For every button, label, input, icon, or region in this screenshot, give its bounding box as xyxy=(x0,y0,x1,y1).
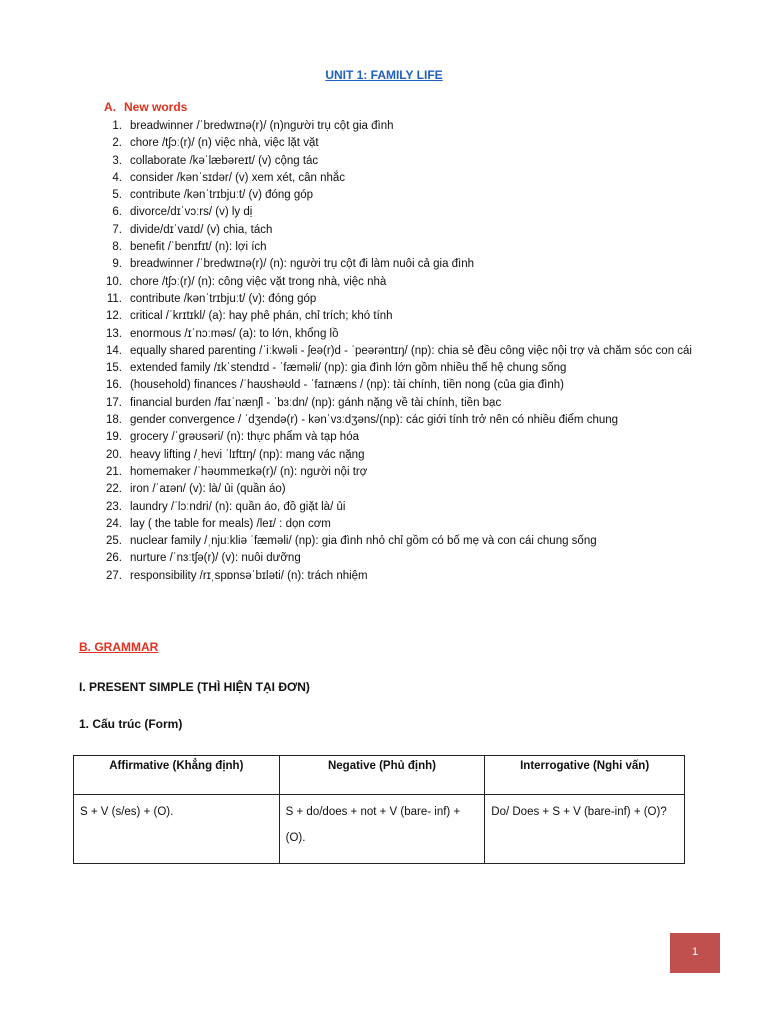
item-text: laundry /ˈlɔːndri/ (n): quần áo, đồ giặt là/ ủi xyxy=(130,500,346,513)
item-text: iron /ˈaɪən/ (v): là/ ủi (quần áo) xyxy=(130,483,286,496)
section-a-letter: A. xyxy=(104,100,116,114)
item-text: contribute /kənˈtrɪbjuːt/ (v) đóng góp xyxy=(130,189,314,202)
item-number: 12. xyxy=(106,310,122,323)
item-text: chore /tʃɔː(r)/ (n) việc nhà, việc lặt vặt xyxy=(130,137,319,150)
item-text: collaborate /kəˈlæbəreɪt/ (v) cộng tác xyxy=(130,154,319,167)
list-item xyxy=(0,499,730,516)
list-item xyxy=(0,308,730,325)
item-text: heavy lifting /ˌhevi ˈlɪftɪŋ/ (np): mang vác nặng xyxy=(130,448,365,461)
list-item xyxy=(0,516,730,533)
item-number: 6. xyxy=(112,206,122,219)
list-item xyxy=(0,135,730,152)
item-text: grocery /ˈɡrəʊsəri/ (n): thực phẩm và tạp hóa xyxy=(130,431,359,444)
item-number: 27. xyxy=(106,569,122,582)
negative-cell: S + do/does + not + V (bare- inf) + (O). xyxy=(279,795,485,864)
item-number: 16. xyxy=(106,379,122,392)
item-text: benefit /ˈbenɪfɪt/ (n): lợi ích xyxy=(130,241,267,254)
list-item xyxy=(0,187,730,204)
present-simple-heading: I. PRESENT SIMPLE (THÌ HIỆN TẠI ĐƠN) xyxy=(79,680,310,694)
item-number: 23. xyxy=(106,500,122,513)
item-text: breadwinner /ˈbredwɪnə(r)/ (n): người trụ cột đi làm nuôi cả gia đình xyxy=(130,258,475,271)
item-number: 26. xyxy=(106,552,122,565)
item-number: 21. xyxy=(106,465,122,478)
item-number: 3. xyxy=(112,154,122,167)
list-item xyxy=(0,343,730,360)
list-item xyxy=(0,395,730,412)
list-item xyxy=(0,204,730,221)
section-a-label: New words xyxy=(124,100,188,114)
item-number: 18. xyxy=(106,414,122,427)
item-number: 1. xyxy=(112,120,122,132)
list-item xyxy=(0,412,730,429)
item-text: consider /kənˈsɪdər/ (v) xem xét, cân nhắc xyxy=(130,171,346,184)
list-item xyxy=(0,429,730,446)
unit-title: UNIT 1: FAMILY LIFE xyxy=(325,68,443,82)
item-text: divorce/dɪˈvɔːrs/ (v) ly dị xyxy=(130,206,253,219)
item-text: (household) finances /ˈhaʊshəʊld - ˈfaɪnæns / (np): tài chính, tiền nong (của gia đình) xyxy=(130,379,564,392)
item-text: chore /tʃɔː(r)/ (n): công việc vặt trong nhà, việc nhà xyxy=(130,275,387,288)
list-item xyxy=(0,153,730,170)
item-text: responsibility /rɪˌspɒnsəˈbɪləti/ (n): trách nhiệm xyxy=(130,569,368,582)
section-a-heading xyxy=(104,100,187,114)
item-number: 13. xyxy=(106,327,122,340)
column-header-affirmative: Affirmative (Khẳng định) xyxy=(74,756,280,795)
list-item xyxy=(0,222,730,239)
section-b-heading: B. GRAMMAR xyxy=(79,640,159,654)
item-text: nuclear family /ˌnjuːkliə ˈfæməli/ (np): gia đình nhỏ chỉ gồm có bố mẹ và con cái chung sống xyxy=(130,535,597,548)
item-number: 8. xyxy=(112,241,122,254)
item-text: lay ( the table for meals) /leɪ/ : dọn cơm xyxy=(130,517,331,530)
list-item xyxy=(0,274,730,291)
item-text: equally shared parenting /ˈiːkwəli - ʃeə(r)d - ˈpeərəntɪŋ/ (np): chia sẻ đều công việc nội trợ và chăm sóc con cái xyxy=(130,344,692,357)
list-item xyxy=(0,326,730,343)
item-text: financial burden /faɪˈnænʃl - ˈbɜːdn/ (np): gánh nặng về tài chính, tiền bạc xyxy=(130,396,502,409)
list-item xyxy=(0,550,730,567)
item-number: 25. xyxy=(106,535,122,548)
list-item xyxy=(0,568,730,585)
column-header-negative: Negative (Phủ định) xyxy=(279,756,485,795)
item-text: gender convergence / ˈdʒendə(r) - kənˈvɜːdʒəns/(np): các giới tính trở nên có nhiều điểm chung xyxy=(130,414,619,427)
list-item xyxy=(0,291,730,308)
item-number: 19. xyxy=(106,431,122,444)
item-text: homemaker /ˈhəʊmmeɪkə(r)/ (n): người nội trợ xyxy=(130,465,368,478)
item-number: 9. xyxy=(112,258,122,271)
list-item xyxy=(0,464,730,481)
list-item xyxy=(0,170,730,187)
item-number: 2. xyxy=(112,137,122,150)
list-item xyxy=(0,256,730,273)
item-number: 15. xyxy=(106,362,122,375)
grammar-table xyxy=(73,755,685,864)
list-item xyxy=(0,447,730,464)
table-header-row xyxy=(74,756,685,795)
item-number: 4. xyxy=(112,171,122,184)
item-text: nurture /ˈnɜːtʃə(r)/ (v): nuôi dưỡng xyxy=(130,552,301,565)
item-text: enormous /ɪˈnɔːməs/ (a): to lớn, khổng lồ xyxy=(130,327,339,340)
list-item xyxy=(0,481,730,498)
item-text: critical /ˈkrɪtɪkl/ (a): hay phê phán, chỉ trích; khó tính xyxy=(130,310,393,323)
affirmative-cell: S + V (s/es) + (O). xyxy=(74,795,280,864)
item-text: extended family /ɪkˈstendɪd - ˈfæməli/ (np): gia đình lớn gồm nhiều thế hệ chung sống xyxy=(130,362,567,375)
item-number: 14. xyxy=(106,344,122,357)
item-number: 22. xyxy=(106,483,122,496)
item-number: 11. xyxy=(106,292,122,305)
item-text: contribute /kənˈtrɪbjuːt/ (v): đóng góp xyxy=(130,292,317,305)
item-number: 24. xyxy=(106,517,122,530)
list-item xyxy=(0,118,730,135)
item-text: breadwinner /ˈbredwɪnə(r)/ (n)người trụ cột gia đình xyxy=(130,120,394,132)
item-number: 5. xyxy=(112,189,122,202)
column-header-interrogative: Interrogative (Nghi vấn) xyxy=(485,756,685,795)
item-number: 7. xyxy=(112,223,122,236)
item-number: 10. xyxy=(106,275,122,288)
table-row xyxy=(74,795,685,864)
interrogative-cell: Do/ Does + S + V (bare-inf) + (O)? xyxy=(485,795,685,864)
list-item xyxy=(0,533,730,550)
vocab-list xyxy=(0,118,730,585)
item-text: divide/dɪˈvaɪd/ (v) chia, tách xyxy=(130,223,273,236)
item-number: 17. xyxy=(106,396,122,409)
list-item xyxy=(0,360,730,377)
form-heading: 1. Cấu trúc (Form) xyxy=(79,717,183,731)
item-number: 20. xyxy=(106,448,122,461)
list-item xyxy=(0,239,730,256)
page-number-badge: 1 xyxy=(670,933,720,973)
list-item xyxy=(0,377,730,394)
